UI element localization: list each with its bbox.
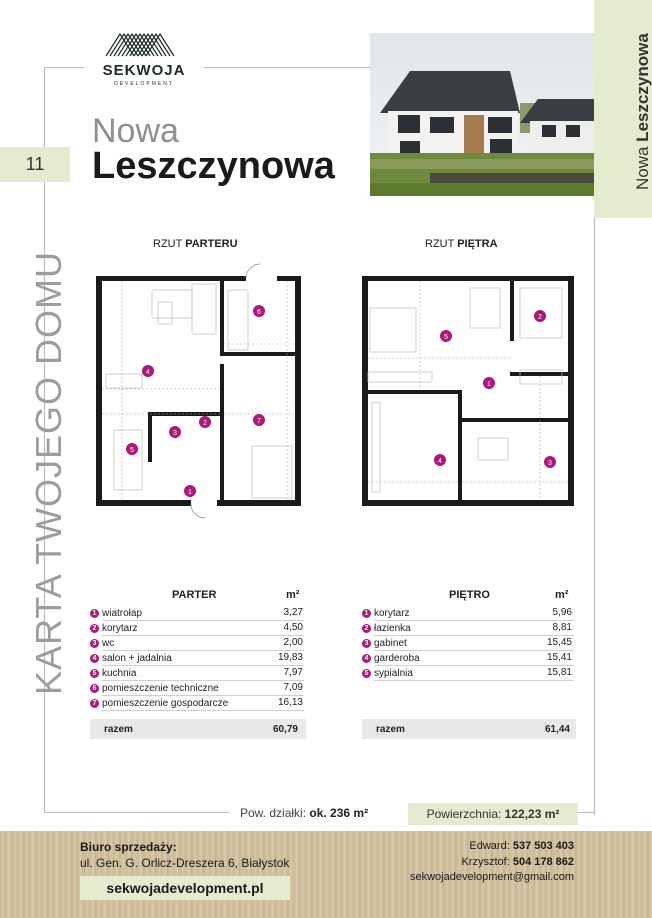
parter-row-label: wiatrołap	[102, 607, 143, 619]
pietro-row-value: 15,81	[546, 667, 572, 678]
parter-row-divider	[102, 680, 304, 681]
parter-row	[90, 622, 138, 634]
contact-1-name: Edward:	[469, 840, 510, 852]
parter-row-value: 7,97	[283, 667, 303, 678]
parter-unit: m²	[286, 589, 300, 601]
parter-row-label: wc	[102, 637, 115, 649]
contact-1	[469, 840, 574, 852]
pietro-sum-value: 61,44	[544, 723, 570, 735]
pietro-row-value: 15,41	[546, 652, 572, 663]
pietro-sum-label: razem	[376, 723, 405, 735]
svg-text:2: 2	[538, 314, 542, 321]
parter-row	[90, 607, 142, 619]
contact-email[interactable]: sekwojadevelopment@gmail.com	[409, 871, 574, 883]
pietro-row	[362, 622, 411, 634]
pietro-row-value: 8,81	[552, 622, 572, 633]
parter-row-divider	[102, 650, 304, 651]
frame-line-bottom-2	[578, 812, 595, 813]
frame-line-top	[44, 67, 84, 68]
contact-1-phone[interactable]: 537 503 403	[512, 840, 574, 852]
parter-row-value: 2,00	[283, 637, 303, 648]
plan-title-upper-prefix: RZUT	[425, 238, 458, 250]
parter-row-number: 3	[90, 639, 99, 648]
parter-row-divider	[102, 710, 304, 711]
website-link[interactable]: sekwojadevelopment.pl	[80, 876, 290, 900]
parter-row-divider	[102, 665, 304, 666]
svg-text:4: 4	[438, 458, 442, 465]
parter-row-divider	[102, 695, 304, 696]
parter-sum	[90, 719, 306, 739]
svg-text:5: 5	[130, 447, 134, 454]
parter-sum-label: razem	[104, 723, 133, 735]
parter-row-divider	[102, 620, 304, 621]
pietro-sum	[362, 719, 576, 739]
parter-row-number: 5	[90, 669, 99, 678]
house-photo	[370, 33, 594, 196]
pietro-row-divider	[374, 635, 574, 636]
office-label: Biuro sprzedaży:	[80, 840, 177, 854]
parter-row-label: korytarz	[102, 622, 138, 634]
office-address: ul. Gen. G. Orlicz-Dreszera 6, Białystok	[80, 856, 290, 870]
svg-text:1: 1	[188, 489, 192, 496]
pietro-row-number: 5	[362, 669, 371, 678]
pietro-row-label: łazienka	[374, 622, 411, 634]
parter-row-label: kuchnia	[102, 667, 137, 679]
parter-row	[90, 682, 219, 694]
parter-row-divider	[102, 635, 304, 636]
parter-row-label: salon + jadalnia	[102, 652, 172, 664]
parter-row	[90, 667, 136, 679]
parter-row-value: 7,09	[283, 682, 303, 693]
svg-text:3: 3	[548, 460, 552, 467]
title-line-1: Nowa	[92, 112, 179, 150]
pietro-row-divider	[374, 650, 574, 651]
pietro-row-number: 2	[362, 624, 371, 633]
parter-row-value: 16,13	[277, 697, 303, 708]
side-label: KARTA TWOJEGO DOMU	[28, 250, 69, 695]
pietro-row-value: 15,45	[546, 637, 572, 648]
parter-row-number: 2	[90, 624, 99, 633]
parter-row-number: 1	[90, 609, 99, 618]
total-area-value: 122,23 m²	[504, 807, 560, 821]
pietro-row-label: korytarz	[374, 607, 410, 619]
pietro-row-label: gabinet	[374, 637, 407, 649]
right-tab-text	[633, 33, 652, 190]
total-area	[408, 803, 578, 825]
pietro-row-label: garderoba	[374, 652, 420, 664]
parter-row	[90, 697, 228, 709]
svg-text:1: 1	[487, 381, 491, 388]
pietro-row-divider	[374, 680, 574, 681]
parter-row-value: 4,50	[283, 622, 303, 633]
parter-header: PARTER	[172, 589, 217, 601]
brand-sub: DEVELOPMENT	[114, 81, 174, 87]
pietro-row-divider	[374, 665, 574, 666]
contact-2	[461, 856, 574, 868]
pietro-header: PIĘTRO	[449, 589, 490, 601]
parter-row-number: 6	[90, 684, 99, 693]
parter-row-value: 19,83	[277, 652, 303, 663]
total-area-label: Powierzchnia:	[426, 807, 502, 821]
plan-title-upper	[425, 238, 498, 250]
pietro-row	[362, 652, 420, 664]
parter-row-label: pomieszczenie techniczne	[102, 682, 219, 694]
page-number: 11	[0, 147, 70, 182]
upper-floor-plan	[360, 272, 580, 512]
pietro-row	[362, 667, 413, 679]
svg-text:5: 5	[444, 334, 448, 341]
pietro-row	[362, 637, 407, 649]
parter-row-value: 3,27	[283, 607, 303, 618]
pietro-unit: m²	[555, 589, 569, 601]
ground-floor-plan	[92, 254, 307, 538]
contact-2-phone[interactable]: 504 178 862	[512, 856, 574, 868]
pietro-row	[362, 607, 410, 619]
parter-row	[90, 637, 114, 649]
parter-row-number: 7	[90, 699, 99, 708]
plan-title-upper-bold: PIĘTRA	[457, 238, 498, 250]
svg-text:6: 6	[257, 309, 261, 316]
right-tab-bold: Leszczynowa	[633, 33, 652, 142]
pietro-row-number: 3	[362, 639, 371, 648]
svg-text:7: 7	[257, 418, 261, 425]
pietro-row-divider	[374, 620, 574, 621]
frame-line-right	[594, 218, 595, 815]
plot-area-value: ok. 236 m²	[309, 806, 369, 820]
pietro-row-label: sypialnia	[374, 667, 413, 679]
parter-row-number: 4	[90, 654, 99, 663]
svg-text:2: 2	[203, 420, 207, 427]
title-line-2: Leszczynowa	[92, 145, 335, 187]
plot-area-label: Pow. działki:	[240, 806, 307, 820]
frame-line-top-2	[204, 67, 370, 68]
brand-name: SEKWOJA	[102, 62, 186, 79]
parter-sum-value: 60,79	[272, 723, 298, 735]
plan-title-ground	[153, 238, 238, 250]
parter-row-label: pomieszczenie gospodarcze	[102, 697, 229, 709]
plan-title-ground-bold: PARTERU	[185, 238, 238, 250]
plan-title-ground-prefix: RZUT	[153, 238, 186, 250]
right-tab-light: Nowa	[633, 141, 652, 190]
frame-line-bottom	[44, 812, 229, 813]
pietro-row-number: 4	[362, 654, 371, 663]
pietro-row-value: 5,96	[552, 607, 572, 618]
svg-text:4: 4	[146, 369, 150, 376]
plot-area	[240, 806, 368, 820]
contact-2-name: Krzysztof:	[461, 856, 510, 868]
pietro-row-number: 1	[362, 609, 371, 618]
parter-row	[90, 652, 172, 664]
svg-text:3: 3	[173, 430, 177, 437]
